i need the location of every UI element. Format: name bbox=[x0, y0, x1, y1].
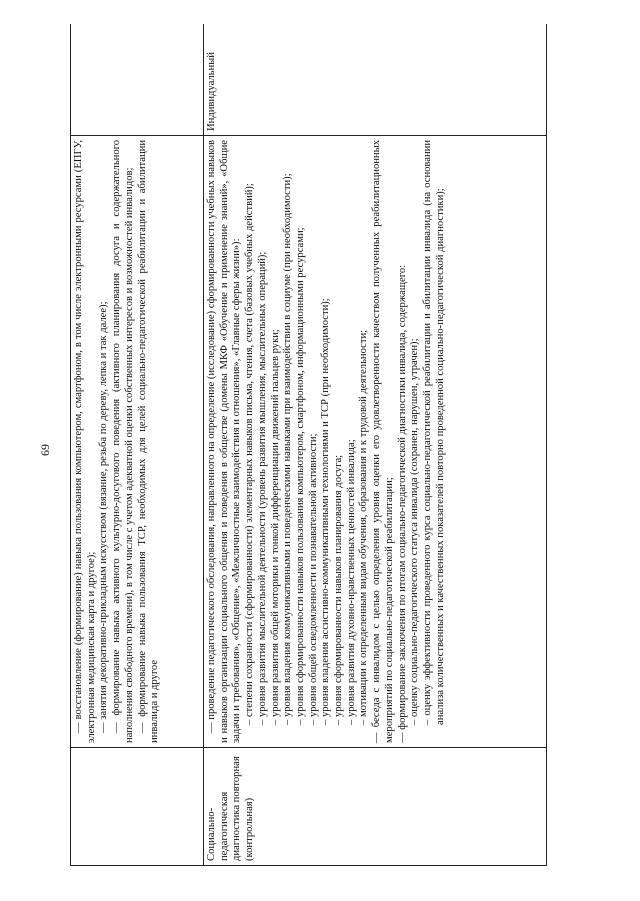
table-cell-form bbox=[204, 24, 547, 136]
list-item: — формирование навыка активного культурно-досугового поведения (активного планирования досуга и содержательного наполнения свободного времени), в том числе с учетом адекватной оценки собственных интересов и возможностей инвалидов; bbox=[111, 140, 135, 743]
list-item: — занятия декоративно-прикладным искусством (вязание, резьба по дереву, лепка и так далее); bbox=[98, 301, 110, 733]
sub-list-item: – уровня развития духовно-нравственных ценностей инвалида; bbox=[345, 439, 357, 725]
list-item: — беседа с инвалидом с целью определения уровня оценки его удовлетворенности качеством полученных реабилитационных мероприятий по социально-педагогической реабилитации; bbox=[371, 140, 395, 743]
sub-list-item: – уровня общей осведомленности и познавательной активности; bbox=[307, 433, 319, 725]
sub-list-item: – уровня владения коммуникативными и поведенческими навыками при взаимодействии в социуме (при необходимости); bbox=[282, 173, 294, 725]
sub-list-item: – мотивации к определенным видам обучения, образования и к трудовой деятельности; bbox=[358, 329, 370, 725]
rotated-sheet bbox=[70, 24, 552, 866]
sub-list-item: – уровня развития общей моторики и тонкой дифференциации движений пальцев руки; bbox=[269, 329, 281, 725]
service-form: Индивидуальный bbox=[206, 52, 217, 131]
sub-list-item: – оценку эффективности проведенного курса социально-педагогической реабилитации и абилитации инвалида (на основании анализа количественных и качественных показателей повторно проведенной социально-педагогической диагностики); bbox=[421, 140, 446, 725]
rehab-table bbox=[70, 24, 547, 866]
list-item: — формирование навыка пользования ТСР, необходимых для целей социально-педагогической реабилитации и абилитации инвалида и другое bbox=[136, 140, 161, 743]
table-cell-empty bbox=[71, 748, 204, 866]
table-row bbox=[204, 24, 547, 866]
table-cell-measures bbox=[71, 136, 204, 748]
sub-list-item: – оценку социально-педагогического статуса инвалида (сохранен, нарушен, утрачен); bbox=[409, 338, 421, 725]
list-item: — восстановление (формирование) навыка пользования компьютером, смартфоном, в том числе электронными ресурсами (ЕПГУ, электронная медицинская карта и другое); bbox=[73, 140, 97, 743]
table-cell-measures bbox=[204, 136, 547, 748]
sub-list-item: – уровня владения ассистивно-коммуникативными технологиями и ТСР (при необходимости); bbox=[320, 298, 332, 725]
table-cell-empty bbox=[71, 24, 204, 136]
table-cell-service-name bbox=[204, 748, 547, 866]
sub-list-item: – уровня сформированности навыков планирования досуга; bbox=[333, 454, 345, 725]
list-item: — проведение педагогического обследования, направленного на определение (исследование) сформированности учебных навыков и навыков организации социального общения и поведения в обществе (домены МКФ «Обучение и применение знаний», «Общие задачи и требования», «Общение», «Межличностные взаимодействия и отношения», «Главные сферы жизни»): bbox=[206, 140, 243, 743]
sub-list-item: – уровня сформированности навыков пользования компьютером, смартфоном, информационными ресурсами; bbox=[294, 227, 306, 725]
service-name: Социально-педагогическая диагностика повторная (контрольная) bbox=[206, 756, 256, 861]
list-item: — формирование заключения по итогам социально-педагогической диагностики инвалида, содержащего: bbox=[396, 264, 408, 743]
page-number: 69 bbox=[38, 444, 52, 456]
rotated-table-region bbox=[70, 24, 552, 866]
table-row bbox=[71, 24, 204, 866]
sub-list-item: – уровня развития мыслительной деятельности (уровень развития мышления, мыслительных операций); bbox=[256, 251, 268, 725]
sub-list-item: – степени сохранности (сформированности) элементарных навыков письма, чтения, счета (базовых учебных действий); bbox=[244, 183, 256, 725]
